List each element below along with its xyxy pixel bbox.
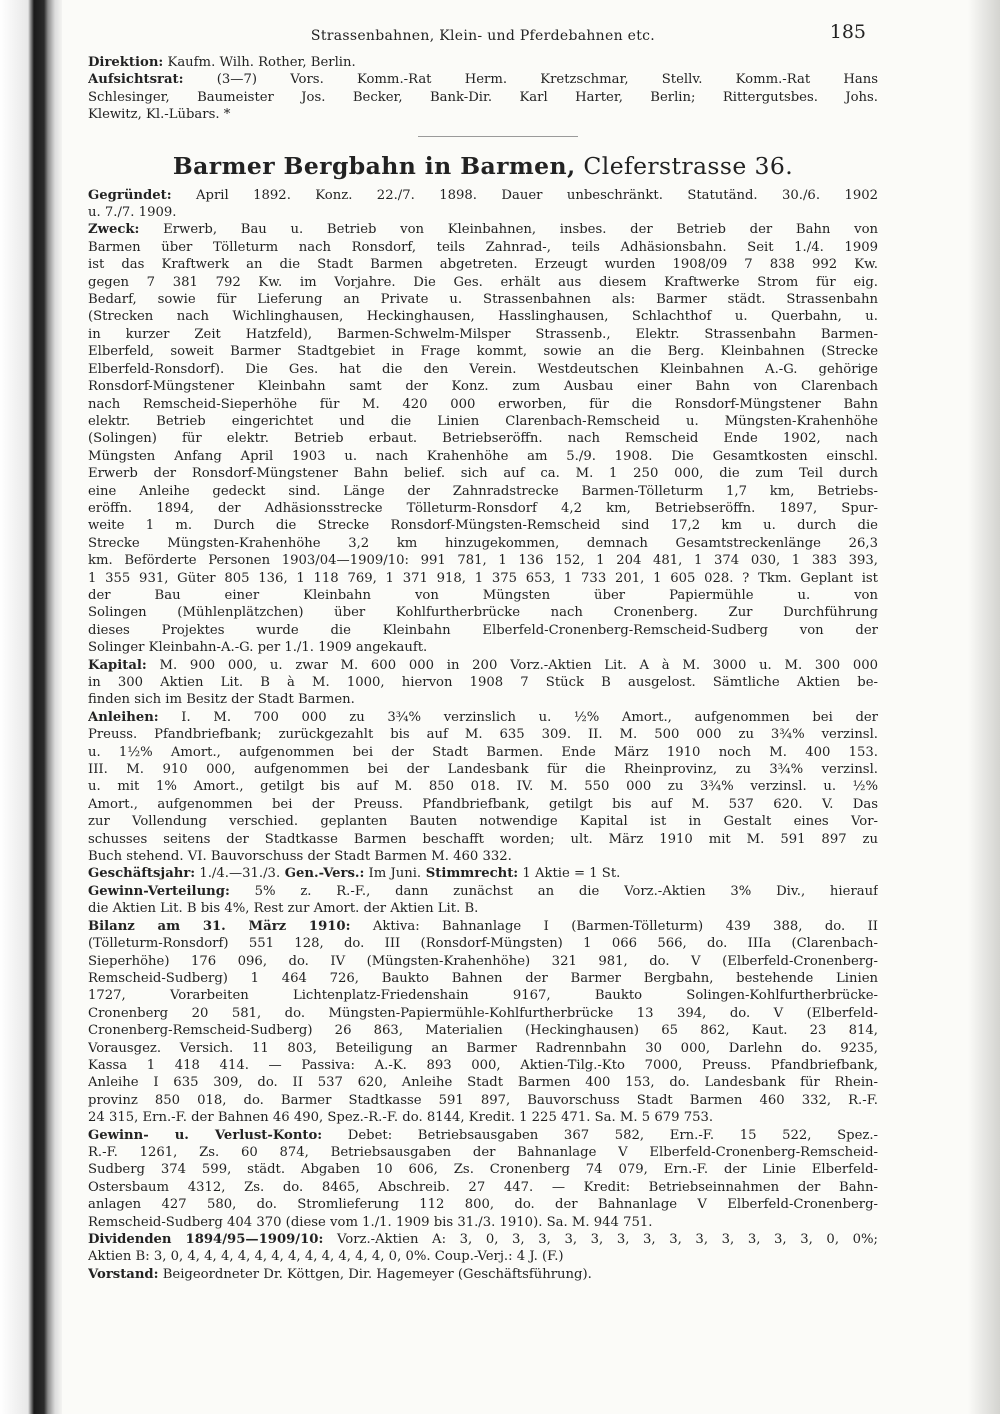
- zweck-text-line: Elberfeld, soweit Barmer Stadtgebiet in Frage kommt, sowie an die Berg. Kleinbahnen (Strecke: [88, 344, 878, 360]
- section-gegruendet: [88, 187, 878, 222]
- kapital-text-line: M. 900 000, u. zwar M. 600 000 in 200 Vorz.-Aktien Lit. A à M. 3000 u. M. 300 000: [146, 657, 878, 673]
- bilanz-text-line: Remscheid-Sudberg) 1 464 726, Baukto Bahnen der Barmer Bergbahn, bestehende Linien: [88, 970, 878, 986]
- aufsichtsrat-text-line: (3—7) Vors. Komm.-Rat Herm. Kretzschmar, Stellv. Komm.-Rat Hans: [183, 72, 878, 88]
- bilanz-text-line: Sieperhöhe) 176 096, do. IV (Müngsten-Krahenhöhe) 321 981, do. V (Elberfeld-Cronenberg-: [88, 953, 878, 969]
- vorstand-label: Vorstand:: [88, 1266, 159, 1282]
- zweck-text-line: (Solingen) für elektr. Betrieb erbaut. Betriebseröffn. nach Remscheid Ende 1902, nach: [88, 431, 878, 447]
- anleihen-text-line: I. M. 700 000 zu 3¾% verzinslich u. ½% Amort., aufgenommen bei der: [158, 709, 878, 725]
- gewinn-verlust-text-line: Remscheid-Sudberg 404 370 (diese vom 1./1. 1909 bis 31./3. 1910). Sa. M. 944 751.: [88, 1214, 653, 1230]
- section-geschaeftsjahr: [88, 865, 878, 882]
- company-address: Cleferstrasse 36.: [575, 151, 794, 180]
- aufsichtsrat-text-line: Klewitz, Kl.-Lübars. *: [88, 107, 231, 123]
- geschaeftsjahr-text: 1./4.—31./3.: [195, 866, 281, 882]
- zweck-text-line: weite 1 m. Durch die Strecke Ronsdorf-Müngsten-Remscheid sind 17,2 km u. durch die: [88, 518, 878, 534]
- zweck-text-line: nach Remscheid-Sieperhöhe für M. 420 000 erworben, für die Ronsdorf-Müngstener Bahn: [88, 396, 878, 412]
- anleihen-text-line: u. 1½% Amort., aufgenommen bei der Stadt Barmen. Ende März 1910 noch M. 400 153.: [88, 744, 878, 760]
- zweck-text-line: Erwerb, Bau u. Betrieb von Kleinbahnen, insbes. der Betrieb der Bahn von: [139, 222, 878, 238]
- gewinn-verlust-text-line: anlagen 427 580, do. Stromlieferung 112 800, do. der Bahnanlage V Elberfeld-Cronenberg-: [88, 1197, 878, 1213]
- gegruendet-text-line: u. 7./7. 1909.: [88, 205, 177, 221]
- geschaeftsjahr-label: Geschäftsjahr:: [88, 866, 196, 882]
- bilanz-label: Bilanz am 31. März 1910:: [88, 918, 351, 934]
- zweck-text-line: der Bau einer Kleinbahn von Müngsten über Papiermühle u. von: [88, 587, 878, 603]
- stimmrecht-label: Stimmrecht:: [421, 866, 519, 882]
- zweck-text-line: Erwerb der Ronsdorf-Müngstener Bahn belief. sich auf ca. M. 1 250 000, die zum Teil durch: [88, 466, 878, 482]
- zweck-label: Zweck:: [88, 222, 140, 238]
- section-zweck: [88, 221, 878, 656]
- book-binding-shadow: [0, 0, 62, 1414]
- anleihen-text-line: u. mit 1% Amort., getilgt bis auf M. 850 018. IV. M. 550 000 zu 3¾% verzinsl. u. ½%: [88, 779, 878, 795]
- bilanz-text-line: provinz 850 018, do. Barmer Stadtkasse 591 897, Bauvorschuss Stadt Barmen 460 332, R.-F.: [88, 1092, 878, 1108]
- gewinn-verlust-text-line: Debet: Betriebsausgaben 367 582, Ern.-F. 15 522, Spez.-: [322, 1127, 878, 1143]
- page-number: 185: [829, 21, 866, 43]
- dividenden-text-line: Aktien B: 3, 0, 4, 4, 4, 4, 4, 4, 4, 4, 4, 4, 4, 4, 0, 0%. Coup.-Verj.: 4 J. (F.): [88, 1249, 564, 1265]
- vorstand-text: Beigeordneter Dr. Köttgen, Dir. Hagemeyer (Geschäftsführung).: [158, 1266, 592, 1282]
- gewinn-verlust-label: Gewinn- u. Verlust-Konto:: [88, 1127, 323, 1143]
- gegruendet-text-line: April 1892. Konz. 22./7. 1898. Dauer unbeschränkt. Statutänd. 30./6. 1902: [171, 187, 878, 203]
- gewinn-verteilung-text-line: die Aktien Lit. B bis 4%, Rest zur Amort. der Aktien Lit. B.: [88, 901, 479, 917]
- kapital-label: Kapital:: [88, 657, 147, 673]
- section-kapital: [88, 657, 878, 709]
- bilanz-text-line: 24 315, Ern.-F. der Bahnen 46 490, Spez.-R.-F. do. 8144, Kredit. 1 225 471. Sa. M. 5 679 753.: [88, 1110, 714, 1126]
- anleihen-text-line: zur Vollendung verschied. geplanten Bauten notwendige Kapital ist in Gestalt eines Vor-: [88, 814, 878, 830]
- page-content: [88, 20, 878, 1283]
- zweck-text-line: Elberfeld-Ronsdorf). Die Ges. hat die den Verein. Westdeutschen Kleinbahnen A.-G. gehörige: [88, 361, 878, 377]
- zweck-text-line: Solinger Kleinbahn-A.-G. per 1./1. 1909 angekauft.: [88, 640, 428, 656]
- zweck-text-line: 1 355 931, Güter 805 136, 1 118 769, 1 371 918, 1 375 653, 1 733 201, 1 605 028. ? Tkm. Geplant ist: [88, 570, 878, 586]
- anleihen-text-line: schusses seitens der Stadtkasse Barmen beschafft worden; ult. März 1910 mit M. 591 897 zu: [88, 831, 878, 847]
- zweck-text-line: Solingen (Mühlenplätzchen) über Kohlfurtherbrücke nach Cronenberg. Zur Durchführung: [88, 605, 878, 621]
- zweck-text-line: Ronsdorf-Müngstener Kleinbahn samt der Konz. zum Ausbau einer Bahn von Clarenbach: [88, 379, 878, 395]
- zweck-text-line: (Strecken nach Wichlinghausen, Heckinghausen, Hasslinghausen, Schlachthof u. Querbahn, u.: [88, 309, 878, 325]
- zweck-text-line: dieses Projektes wurde die Kleinbahn Elberfeld-Cronenberg-Remscheid-Sudberg von der: [88, 622, 878, 638]
- anleihen-text-line: Amort., aufgenommen bei der Preuss. Pfandbriefbank, getilgt bis auf M. 537 620. V. Das: [88, 796, 878, 812]
- gen-vers-label: Gen.-Vers.:: [280, 866, 365, 882]
- bilanz-text-line: Vorausgez. Versich. 11 803, Beteiligung an Barmer Radrennbahn 30 000, Darlehn do. 9235,: [88, 1040, 878, 1056]
- gewinn-verteilung-label: Gewinn-Verteilung:: [88, 883, 230, 899]
- bilanz-text-line: 1727, Vorarbeiten Lichtenplatz-Friedenshain 9167, Baukto Solingen-Kohlfurtherbrücke-: [88, 988, 878, 1004]
- zweck-text-line: ist das Kraftwerk an die Stadt Barmen abgetreten. Erzeugt wurden 1908/09 7 838 992 Kw.: [88, 257, 878, 273]
- bilanz-text-line: Cronenberg 20 581, do. Müngsten-Papiermühle-Kohlfurtherbrücke 13 394, do. V (Elberfeld-: [88, 1005, 878, 1021]
- page-edge-shadow: [968, 0, 1000, 1414]
- company-heading: [88, 151, 878, 181]
- gewinn-verlust-text-line: Ostersbaum 4312, Zs. do. 8465, Abschreib. 27 447. — Kredit: Betriebseinnahmen der Bahn-: [88, 1179, 878, 1195]
- prev-entry-aufsichtsrat: [88, 71, 878, 123]
- kapital-text-line: finden sich im Besitz der Stadt Barmen.: [88, 692, 355, 708]
- section-vorstand: [88, 1266, 878, 1283]
- zweck-text-line: in kurzer Zeit Hatzfeld), Barmen-Schwelm-Milsper Strassenb., Elektr. Strassenbahn Barmen-: [88, 326, 878, 342]
- prev-entry-direktion: [88, 54, 878, 71]
- zweck-text-line: Barmen über Tölleturm nach Ronsdorf, teils Zahnrad-, teils Adhäsionsbahn. Seit 1./4. 1909: [88, 239, 878, 255]
- running-header-title: Strassenbahnen, Klein- und Pferdebahnen etc.: [310, 28, 656, 44]
- bilanz-text-line: Kassa 1 418 414. — Passiva: A.-K. 893 000, Aktien-Tilg.-Kto 7000, Preuss. Pfandbriefbank,: [88, 1057, 878, 1073]
- kapital-text-line: in 300 Aktien Lit. B à M. 1000, hiervon 1908 7 Stück B ausgelost. Sämtliche Aktien be-: [88, 675, 878, 690]
- gegruendet-label: Gegründet:: [88, 187, 172, 203]
- zweck-text-line: Strecke Müngsten-Krahenhöhe 3,2 km hinzugekommen, demnach Gesamtstreckenlänge 26,3: [88, 535, 878, 551]
- section-dividenden: [88, 1231, 878, 1266]
- direktion-text: Kaufm. Wilh. Rother, Berlin.: [163, 55, 356, 70]
- gewinn-verteilung-text-line: 5% z. R.-F., dann zunächst an die Vorz.-Aktien 3% Div., hierauf: [229, 883, 878, 899]
- entry-separator-rule: [418, 136, 578, 137]
- direktion-label: Direktion:: [88, 55, 164, 70]
- zweck-text-line: Müngsten Anfang April 1903 u. nach Krahenhöhe am 5./9. 1908. Die Gesamtkosten einschl.: [88, 448, 878, 464]
- company-name: Barmer Bergbahn in Barmen,: [172, 151, 576, 180]
- zweck-text-line: km. Beförderte Personen 1903/04—1909/10: 991 781, 1 136 152, 1 204 481, 1 374 030, 1 383 393,: [88, 553, 878, 569]
- bilanz-text-line: Aktiva: Bahnanlage I (Barmen-Tölleturm) 439 388, do. II: [350, 918, 878, 934]
- anleihen-text-line: Preuss. Pfandbriefbank; zurückgezahlt bis auf M. 635 309. II. M. 500 000 zu 3¾% verzinsl.: [88, 727, 878, 743]
- anleihen-label: Anleihen:: [88, 709, 159, 725]
- section-gewinn-verteilung: [88, 883, 878, 918]
- aufsichtsrat-text-line: Schlesinger, Baumeister Jos. Becker, Bank-Dir. Karl Harter, Berlin; Rittergutsbes. Johs.: [88, 89, 878, 105]
- zweck-text-line: eine Anleihe gedeckt sind. Länge der Zahnradstrecke Barmen-Tölleturm 1,7 km, Betriebs-: [88, 483, 878, 499]
- bilanz-text-line: (Tölleturm-Ronsdorf) 551 128, do. III (Ronsdorf-Müngsten) 1 066 566, do. IIIa (Clarenbach-: [88, 936, 878, 952]
- anleihen-text-line: III. M. 910 000, aufgenommen bei der Landesbank für die Rheinprovinz, zu 3¾% verzinsl.: [88, 762, 878, 778]
- zweck-text-line: eröffn. 1894, der Adhäsionsstrecke Tölleturm-Ronsdorf 4,2 km, Betriebseröffn. 1897, Spur-: [88, 500, 878, 516]
- section-gewinn-verlust: [88, 1127, 878, 1231]
- bilanz-text-line: Cronenberg-Remscheid-Sudberg) 26 863, Materialien (Heckinghausen) 65 862, Kaut. 23 814,: [88, 1023, 878, 1039]
- section-bilanz: [88, 918, 878, 1127]
- bilanz-text-line: Anleihe I 635 309, do. II 537 620, Anleihe Stadt Barmen 400 153, do. Landesbank für Rhein-: [88, 1075, 878, 1091]
- gen-vers-text: Im Juni.: [364, 866, 422, 882]
- stimmrecht-text: 1 Aktie = 1 St.: [518, 866, 621, 882]
- gewinn-verlust-text-line: R.-F. 1261, Zs. 60 874, Betriebsausgaben der Bahnanlage V Elberfeld-Cronenberg-Remscheid-: [88, 1144, 878, 1160]
- zweck-text-line: gegen 7 381 792 Kw. im Vorjahre. Die Ges. erhält aus diesem Kraftwerke Strom für eig.: [88, 274, 878, 290]
- running-header: [88, 20, 878, 54]
- anleihen-text-line: Buch stehend. VI. Bauvorschuss der Stadt Barmen M. 460 332.: [88, 849, 512, 865]
- zweck-text-line: Bedarf, sowie für Lieferung an Private u. Strassenbahnen als: Barmer städt. Strassenbahn: [88, 292, 878, 308]
- dividenden-label: Dividenden 1894/95—1909/10:: [88, 1232, 324, 1247]
- gewinn-verlust-text-line: Sudberg 374 599, städt. Abgaben 10 606, Zs. Cronenberg 74 079, Ern.-F. der Linie Elberfeld-: [88, 1162, 878, 1178]
- dividenden-text-line: Vorz.-Aktien A: 3, 0, 3, 3, 3, 3, 3, 3, 3, 3, 3, 3, 3, 3, 0, 0%;: [323, 1232, 878, 1247]
- aufsichtsrat-label: Aufsichtsrat:: [88, 72, 184, 88]
- zweck-text-line: elektr. Betrieb eingerichtet und die Linien Clarenbach-Remscheid u. Müngsten-Krahenhöhe: [88, 413, 878, 429]
- section-anleihen: [88, 709, 878, 866]
